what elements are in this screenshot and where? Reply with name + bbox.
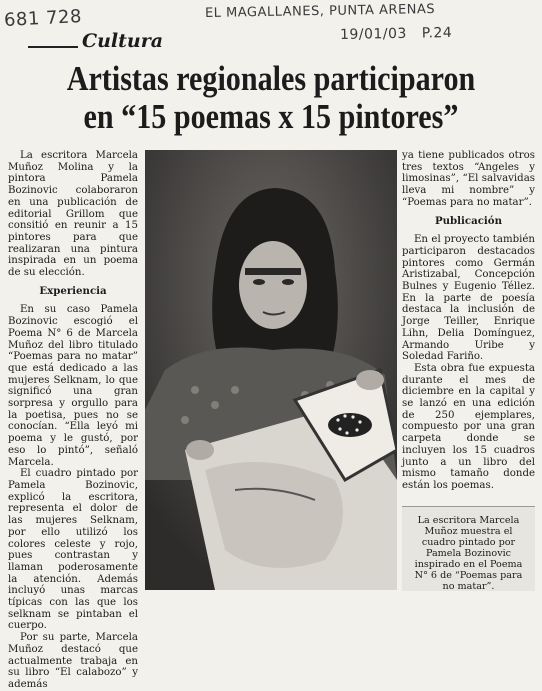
handwritten-source: EL MAGALLANES, PUNTA ARENAS — [204, 1, 436, 22]
paragraph: Por su parte, Marcela Muñoz destacó que actualmente trabaja en su libro “El calabozo” y además — [8, 632, 138, 690]
subheading-experiencia: Experiencia — [39, 284, 107, 297]
section-rule — [28, 46, 78, 48]
paragraph: La escritora Marcela Muñoz Molina y la pintora Pamela Bozinovic colaboraron en una publicación de editorial Grillom que consitió en reunir a 15 pintores para que realizaran una pintura inspirada en un poema de su elección. — [8, 150, 138, 279]
paragraph: En su caso Pamela Bozinovic escogió el Poema N° 6 de Marcela Muñoz del libro titulado “Poemas para no matar” que está dedicado a las mujeres Selknam, lo que significó una gran sorpresa y orgullo para la poetisa, pues no se conocían. “Ella leyó mi poema y le gustó, por eso lo pintó”, señaló Marcela. — [8, 304, 138, 468]
paragraph: Esta obra fue expuesta durante el mes de diciembre en la capital y se lanzó en una edición de 250 ejemplares, compuesto por una gran carpeta donde se incluyen los 15 cuadros junto a un libro del mismo tamaño donde están los poemas. — [402, 362, 535, 491]
caption-box — [402, 506, 535, 591]
right-column — [402, 150, 535, 492]
headline-line-2: en “15 poemas x 15 pintores” — [83, 97, 459, 136]
headline — [38, 60, 504, 136]
left-column — [8, 150, 138, 691]
paragraph: En el proyecto también participaron destacados pintores como Germán Aristizabal, Concepción Bulnes y Eugenio Téllez. En la parte de poesía destaca la inclusión de Jorge Teiller, Enrique Lihn, Delia Domínguez, Armando Uribe y Soledad Fariño. — [402, 234, 535, 363]
handwritten-id: 681 728 — [3, 5, 83, 32]
photo-artist-with-painting — [145, 150, 397, 590]
photo-caption: La escritora Marcela Muñoz muestra el cuadro pintado por Pamela Bozinovic inspirado en el Poema N° 6 de “Poemas para no matar”. — [414, 515, 523, 592]
date-text: 19/01/03 — [339, 25, 408, 43]
paragraph: ya tiene publicados otros tres textos “Angeles y limosinas”, “El salvavidas lleva mi nombre” y “Poemas para no matar”. — [402, 150, 535, 208]
section-title: Cultura — [82, 30, 164, 52]
paragraph: El cuadro pintado por Pamela Bozinovic, explicó la escritora, representa el dolor de las mujeres Selknam, por ello utilizó los colores celeste y rojo, pues contrastan y llaman poderosamente la atención. Además incluyó unas marcas típicas con las que los selknam se pintaban el cuerpo. — [8, 468, 138, 632]
subheading-publicacion: Publicación — [434, 214, 502, 227]
handwritten-date — [340, 25, 453, 43]
page-text: P.24 — [421, 25, 453, 42]
photo-illustration — [145, 150, 397, 590]
headline-line-1: Artistas regionales participaron — [66, 59, 476, 98]
